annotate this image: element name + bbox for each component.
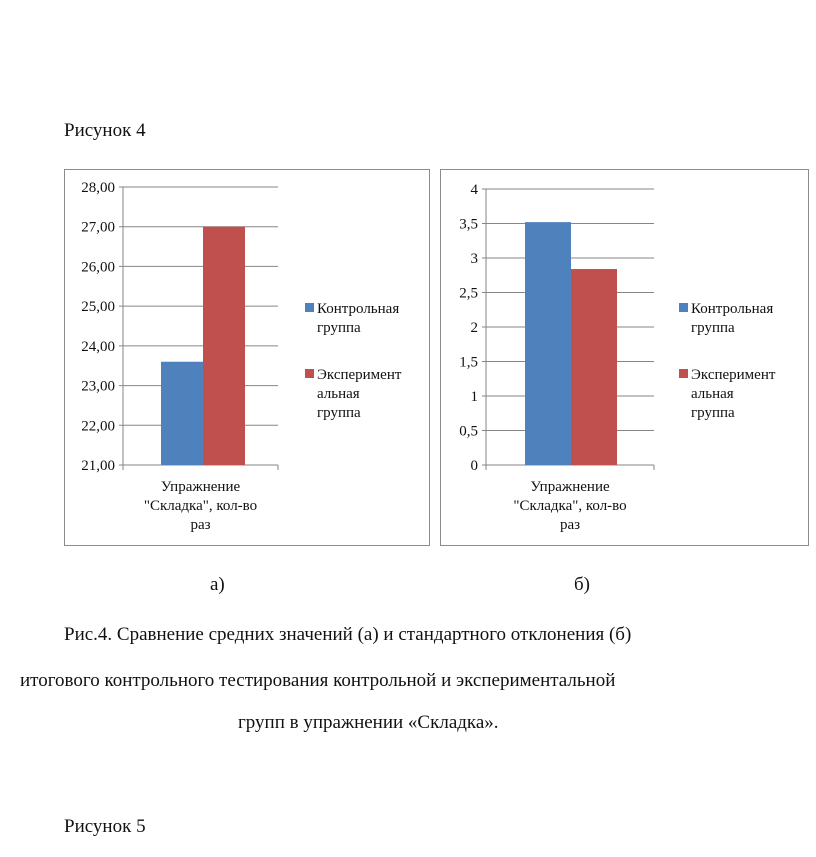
chart-a-legend-swatch-control: [305, 303, 314, 312]
chart-a-svg: [65, 170, 431, 547]
chart-a-category-label: "Складка", кол-во: [143, 498, 258, 514]
chart-b-y-tick-label: 2,5: [459, 285, 478, 302]
chart-b-legend-swatch-experimental: [679, 369, 688, 378]
chart-a-y-tick-label: 25,00: [81, 299, 115, 316]
chart-a-legend-label: Контрольная: [317, 301, 400, 317]
chart-a-y-tick-label: 27,00: [81, 219, 115, 236]
caption-line-3: групп в упражнении «Складка».: [238, 712, 499, 733]
sub-label-a: а): [210, 574, 225, 595]
chart-a-category-label: Упражнение: [160, 479, 241, 495]
sub-label-b: б): [574, 574, 590, 595]
chart-b-legend-label: Эксперимент: [691, 367, 776, 383]
chart-b-category-label: раз: [559, 517, 581, 533]
chart-b-y-tick-label: 1,5: [459, 354, 478, 371]
chart-b-category-label: Упражнение: [530, 479, 610, 495]
chart-b-y-tick-label: 1: [470, 389, 478, 405]
chart-a-y-tick-label: 26,00: [81, 259, 115, 276]
chart-a-y-tick-label: 24,00: [81, 338, 115, 355]
figure-4-label: Рисунок 4: [64, 120, 146, 141]
chart-a-y-tick-label: 28,00: [81, 180, 115, 196]
chart-b-bar-control: [525, 222, 571, 465]
chart-a-legend-label: альная: [317, 386, 360, 402]
chart-a-legend-swatch-experimental: [305, 369, 314, 378]
chart-b-y-tick-label: 0,5: [459, 423, 478, 440]
chart-b-y-tick-label: 3: [470, 251, 478, 267]
chart-b-y-tick-label: 0: [470, 458, 478, 474]
chart-a-bar-experimental: [203, 227, 245, 465]
chart-a-y-tick-label: 23,00: [81, 378, 115, 395]
caption-line-1: Рис.4. Сравнение средних значений (а) и стандартного отклонения (б): [64, 624, 632, 645]
chart-a-y-tick-label: 21,00: [81, 458, 115, 474]
chart-a-y-tick-label: 22,00: [81, 418, 115, 435]
chart-a-category-label: раз: [190, 517, 211, 533]
chart-b-legend-label: альная: [691, 386, 734, 402]
chart-b-bar-experimental: [571, 269, 617, 465]
chart-b-legend-swatch-control: [679, 303, 688, 312]
chart-b-y-tick-label: 4: [470, 182, 478, 198]
caption-line-2: итогового контрольного тестирования контрольной и экспериментальной: [20, 670, 616, 691]
chart-b-y-tick-label: 2: [470, 320, 478, 336]
chart-b-category-label: "Складка", кол-во: [513, 498, 627, 514]
chart-b-legend-label: группа: [691, 405, 735, 421]
chart-a-legend-label: группа: [317, 320, 361, 336]
chart-b-svg: [441, 170, 810, 547]
chart-b-panel: [440, 169, 809, 546]
chart-b-legend-label: группа: [691, 320, 735, 336]
chart-a-bar-control: [161, 362, 203, 465]
chart-b-y-tick-label: 3,5: [459, 216, 478, 233]
figure-5-label: Рисунок 5: [64, 816, 146, 837]
chart-a-legend-label: Эксперимент: [317, 367, 402, 383]
chart-b-legend-label: Контрольная: [691, 301, 774, 317]
chart-a-panel: [64, 169, 430, 546]
chart-a-legend-label: группа: [317, 405, 361, 421]
